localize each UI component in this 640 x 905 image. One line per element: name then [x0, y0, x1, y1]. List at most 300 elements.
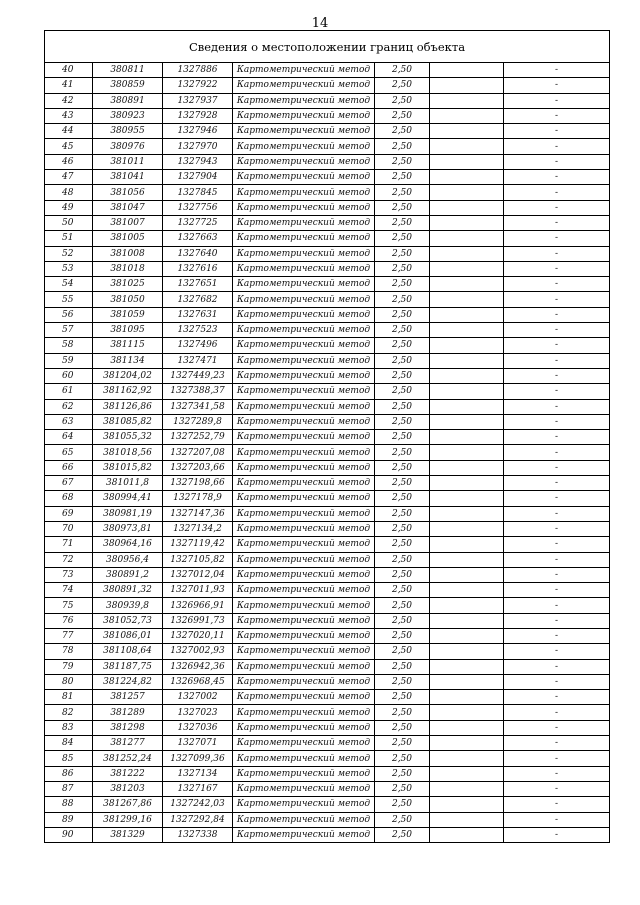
x-coordinate-cell: 381203: [93, 781, 163, 796]
point-number-cell: 59: [45, 353, 93, 368]
method-cell: Картометрический метод: [233, 751, 375, 766]
description-cell: [430, 139, 504, 154]
point-number-cell: 78: [45, 644, 93, 659]
y-coordinate-cell: 1326942,36: [163, 659, 233, 674]
point-number-cell: 54: [45, 277, 93, 292]
y-coordinate-cell: 1327338: [163, 827, 233, 842]
point-number-cell: 76: [45, 613, 93, 628]
accuracy-cell: 2,50: [375, 491, 430, 506]
remark-cell: -: [504, 246, 610, 261]
table-row: [45, 613, 610, 628]
description-cell: [430, 598, 504, 613]
description-cell: [430, 705, 504, 720]
table-row: [45, 674, 610, 689]
remark-cell: -: [504, 124, 610, 139]
accuracy-cell: 2,50: [375, 476, 430, 491]
x-coordinate-cell: 381187,75: [93, 659, 163, 674]
remark-cell: -: [504, 628, 610, 643]
table-row: [45, 338, 610, 353]
method-cell: Картометрический метод: [233, 215, 375, 230]
method-cell: Картометрический метод: [233, 93, 375, 108]
table-title-row: [45, 31, 610, 63]
method-cell: Картометрический метод: [233, 644, 375, 659]
y-coordinate-cell: 1327682: [163, 292, 233, 307]
remark-cell: -: [504, 399, 610, 414]
method-cell: Картометрический метод: [233, 736, 375, 751]
y-coordinate-cell: 1327904: [163, 170, 233, 185]
method-cell: Картометрический метод: [233, 766, 375, 781]
table-row: [45, 812, 610, 827]
description-cell: [430, 812, 504, 827]
description-cell: [430, 567, 504, 582]
description-cell: [430, 307, 504, 322]
remark-cell: -: [504, 613, 610, 628]
remark-cell: -: [504, 277, 610, 292]
accuracy-cell: 2,50: [375, 338, 430, 353]
x-coordinate-cell: 381224,82: [93, 674, 163, 689]
accuracy-cell: 2,50: [375, 659, 430, 674]
point-number-cell: 77: [45, 628, 93, 643]
point-number-cell: 48: [45, 185, 93, 200]
table-row: [45, 690, 610, 705]
accuracy-cell: 2,50: [375, 705, 430, 720]
description-cell: [430, 384, 504, 399]
point-number-cell: 52: [45, 246, 93, 261]
method-cell: Картометрический метод: [233, 384, 375, 399]
x-coordinate-cell: 380973,81: [93, 521, 163, 536]
table-row: [45, 215, 610, 230]
description-cell: [430, 338, 504, 353]
accuracy-cell: 2,50: [375, 368, 430, 383]
remark-cell: -: [504, 307, 610, 322]
y-coordinate-cell: 1327946: [163, 124, 233, 139]
table-row: [45, 414, 610, 429]
x-coordinate-cell: 381134: [93, 353, 163, 368]
x-coordinate-cell: 380891,2: [93, 567, 163, 582]
y-coordinate-cell: 1327725: [163, 215, 233, 230]
remark-cell: -: [504, 827, 610, 842]
table-row: [45, 368, 610, 383]
accuracy-cell: 2,50: [375, 598, 430, 613]
description-cell: [430, 430, 504, 445]
remark-cell: -: [504, 353, 610, 368]
method-cell: Картометрический метод: [233, 460, 375, 475]
x-coordinate-cell: 380981,19: [93, 506, 163, 521]
method-cell: Картометрический метод: [233, 797, 375, 812]
point-number-cell: 85: [45, 751, 93, 766]
table-row: [45, 384, 610, 399]
y-coordinate-cell: 1327663: [163, 231, 233, 246]
description-cell: [430, 521, 504, 536]
table-row: [45, 108, 610, 123]
table-row: [45, 644, 610, 659]
remark-cell: -: [504, 185, 610, 200]
y-coordinate-cell: 1327471: [163, 353, 233, 368]
x-coordinate-cell: 380956,4: [93, 552, 163, 567]
table-row: [45, 124, 610, 139]
description-cell: [430, 644, 504, 659]
method-cell: Картометрический метод: [233, 506, 375, 521]
accuracy-cell: 2,50: [375, 170, 430, 185]
y-coordinate-cell: 1327099,36: [163, 751, 233, 766]
method-cell: Картометрический метод: [233, 720, 375, 735]
accuracy-cell: 2,50: [375, 628, 430, 643]
description-cell: [430, 154, 504, 169]
remark-cell: -: [504, 720, 610, 735]
x-coordinate-cell: 381055,32: [93, 430, 163, 445]
table-row: [45, 521, 610, 536]
accuracy-cell: 2,50: [375, 307, 430, 322]
point-number-cell: 53: [45, 261, 93, 276]
y-coordinate-cell: 1326991,73: [163, 613, 233, 628]
table-row: [45, 154, 610, 169]
accuracy-cell: 2,50: [375, 521, 430, 536]
remark-cell: -: [504, 384, 610, 399]
table-row: [45, 736, 610, 751]
table-row: [45, 628, 610, 643]
method-cell: Картометрический метод: [233, 292, 375, 307]
accuracy-cell: 2,50: [375, 751, 430, 766]
table-row: [45, 323, 610, 338]
description-cell: [430, 827, 504, 842]
method-cell: Картометрический метод: [233, 108, 375, 123]
method-cell: Картометрический метод: [233, 368, 375, 383]
table-row: [45, 277, 610, 292]
remark-cell: -: [504, 78, 610, 93]
description-cell: [430, 399, 504, 414]
table-row: [45, 170, 610, 185]
x-coordinate-cell: 381085,82: [93, 414, 163, 429]
method-cell: Картометрический метод: [233, 445, 375, 460]
x-coordinate-cell: 381252,24: [93, 751, 163, 766]
accuracy-cell: 2,50: [375, 674, 430, 689]
accuracy-cell: 2,50: [375, 399, 430, 414]
remark-cell: -: [504, 414, 610, 429]
method-cell: Картометрический метод: [233, 674, 375, 689]
table-row: [45, 705, 610, 720]
table-row: [45, 445, 610, 460]
method-cell: Картометрический метод: [233, 659, 375, 674]
x-coordinate-cell: 381052,73: [93, 613, 163, 628]
table-row: [45, 246, 610, 261]
method-cell: Картометрический метод: [233, 827, 375, 842]
point-number-cell: 88: [45, 797, 93, 812]
x-coordinate-cell: 381289: [93, 705, 163, 720]
point-number-cell: 81: [45, 690, 93, 705]
point-number-cell: 43: [45, 108, 93, 123]
y-coordinate-cell: 1327134: [163, 766, 233, 781]
description-cell: [430, 720, 504, 735]
point-number-cell: 58: [45, 338, 93, 353]
y-coordinate-cell: 1327449,23: [163, 368, 233, 383]
x-coordinate-cell: 381018: [93, 261, 163, 276]
point-number-cell: 55: [45, 292, 93, 307]
x-coordinate-cell: 380994,41: [93, 491, 163, 506]
page-number: 14: [311, 16, 329, 31]
y-coordinate-cell: 1327023: [163, 705, 233, 720]
accuracy-cell: 2,50: [375, 108, 430, 123]
table-row: [45, 598, 610, 613]
remark-cell: -: [504, 460, 610, 475]
table-row: [45, 720, 610, 735]
remark-cell: -: [504, 338, 610, 353]
x-coordinate-cell: 381025: [93, 277, 163, 292]
description-cell: [430, 797, 504, 812]
x-coordinate-cell: 381011,8: [93, 476, 163, 491]
point-number-cell: 90: [45, 827, 93, 842]
method-cell: Картометрический метод: [233, 705, 375, 720]
method-cell: Картометрический метод: [233, 781, 375, 796]
remark-cell: -: [504, 736, 610, 751]
point-number-cell: 68: [45, 491, 93, 506]
method-cell: Картометрический метод: [233, 812, 375, 827]
method-cell: Картометрический метод: [233, 414, 375, 429]
remark-cell: -: [504, 93, 610, 108]
x-coordinate-cell: 381329: [93, 827, 163, 842]
accuracy-cell: 2,50: [375, 720, 430, 735]
table-row: [45, 797, 610, 812]
accuracy-cell: 2,50: [375, 246, 430, 261]
description-cell: [430, 628, 504, 643]
x-coordinate-cell: 380964,16: [93, 537, 163, 552]
method-cell: Картометрический метод: [233, 613, 375, 628]
description-cell: [430, 353, 504, 368]
table-row: [45, 200, 610, 215]
y-coordinate-cell: 1327845: [163, 185, 233, 200]
table-row: [45, 781, 610, 796]
x-coordinate-cell: 381257: [93, 690, 163, 705]
method-cell: Картометрический метод: [233, 491, 375, 506]
description-cell: [430, 78, 504, 93]
table-row: [45, 261, 610, 276]
remark-cell: -: [504, 552, 610, 567]
method-cell: Картометрический метод: [233, 246, 375, 261]
point-number-cell: 49: [45, 200, 93, 215]
table-row: [45, 78, 610, 93]
table-row: [45, 353, 610, 368]
x-coordinate-cell: 381162,92: [93, 384, 163, 399]
point-number-cell: 62: [45, 399, 93, 414]
method-cell: Картометрический метод: [233, 261, 375, 276]
y-coordinate-cell: 1327943: [163, 154, 233, 169]
y-coordinate-cell: 1327178,9: [163, 491, 233, 506]
description-cell: [430, 124, 504, 139]
x-coordinate-cell: 381007: [93, 215, 163, 230]
x-coordinate-cell: 381086,01: [93, 628, 163, 643]
accuracy-cell: 2,50: [375, 460, 430, 475]
point-number-cell: 42: [45, 93, 93, 108]
method-cell: Картометрический метод: [233, 231, 375, 246]
remark-cell: -: [504, 154, 610, 169]
description-cell: [430, 185, 504, 200]
point-number-cell: 61: [45, 384, 93, 399]
description-cell: [430, 460, 504, 475]
y-coordinate-cell: 1327147,36: [163, 506, 233, 521]
x-coordinate-cell: 381115: [93, 338, 163, 353]
point-number-cell: 71: [45, 537, 93, 552]
y-coordinate-cell: 1327756: [163, 200, 233, 215]
x-coordinate-cell: 380923: [93, 108, 163, 123]
remark-cell: -: [504, 705, 610, 720]
method-cell: Картометрический метод: [233, 521, 375, 536]
y-coordinate-cell: 1327071: [163, 736, 233, 751]
x-coordinate-cell: 380811: [93, 63, 163, 78]
y-coordinate-cell: 1327886: [163, 63, 233, 78]
accuracy-cell: 2,50: [375, 552, 430, 567]
y-coordinate-cell: 1327036: [163, 720, 233, 735]
method-cell: Картометрический метод: [233, 200, 375, 215]
point-number-cell: 67: [45, 476, 93, 491]
point-number-cell: 65: [45, 445, 93, 460]
accuracy-cell: 2,50: [375, 445, 430, 460]
accuracy-cell: 2,50: [375, 430, 430, 445]
description-cell: [430, 108, 504, 123]
y-coordinate-cell: 1327252,79: [163, 430, 233, 445]
x-coordinate-cell: 381041: [93, 170, 163, 185]
y-coordinate-cell: 1327289,8: [163, 414, 233, 429]
accuracy-cell: 2,50: [375, 78, 430, 93]
remark-cell: -: [504, 231, 610, 246]
method-cell: Картометрический метод: [233, 338, 375, 353]
point-number-cell: 70: [45, 521, 93, 536]
x-coordinate-cell: 380955: [93, 124, 163, 139]
accuracy-cell: 2,50: [375, 797, 430, 812]
remark-cell: -: [504, 521, 610, 536]
accuracy-cell: 2,50: [375, 231, 430, 246]
accuracy-cell: 2,50: [375, 215, 430, 230]
point-number-cell: 56: [45, 307, 93, 322]
y-coordinate-cell: 1327119,42: [163, 537, 233, 552]
remark-cell: -: [504, 644, 610, 659]
method-cell: Картометрический метод: [233, 185, 375, 200]
table-row: [45, 583, 610, 598]
method-cell: Картометрический метод: [233, 124, 375, 139]
point-number-cell: 83: [45, 720, 93, 735]
method-cell: Картометрический метод: [233, 567, 375, 582]
remark-cell: -: [504, 139, 610, 154]
table-row: [45, 292, 610, 307]
accuracy-cell: 2,50: [375, 200, 430, 215]
method-cell: Картометрический метод: [233, 628, 375, 643]
table-row: [45, 552, 610, 567]
remark-cell: -: [504, 200, 610, 215]
y-coordinate-cell: 1326966,91: [163, 598, 233, 613]
remark-cell: -: [504, 674, 610, 689]
table-row: [45, 827, 610, 842]
y-coordinate-cell: 1327970: [163, 139, 233, 154]
point-number-cell: 47: [45, 170, 93, 185]
method-cell: Картометрический метод: [233, 139, 375, 154]
table-row: [45, 430, 610, 445]
description-cell: [430, 659, 504, 674]
description-cell: [430, 414, 504, 429]
point-number-cell: 60: [45, 368, 93, 383]
remark-cell: -: [504, 108, 610, 123]
description-cell: [430, 445, 504, 460]
y-coordinate-cell: 1326968,45: [163, 674, 233, 689]
accuracy-cell: 2,50: [375, 567, 430, 582]
point-number-cell: 89: [45, 812, 93, 827]
point-number-cell: 84: [45, 736, 93, 751]
remark-cell: -: [504, 598, 610, 613]
method-cell: Картометрический метод: [233, 307, 375, 322]
method-cell: Картометрический метод: [233, 353, 375, 368]
point-number-cell: 57: [45, 323, 93, 338]
y-coordinate-cell: 1327616: [163, 261, 233, 276]
description-cell: [430, 537, 504, 552]
y-coordinate-cell: 1327167: [163, 781, 233, 796]
x-coordinate-cell: 381015,82: [93, 460, 163, 475]
description-cell: [430, 246, 504, 261]
remark-cell: -: [504, 323, 610, 338]
method-cell: Картометрический метод: [233, 170, 375, 185]
table-row: [45, 231, 610, 246]
remark-cell: -: [504, 583, 610, 598]
x-coordinate-cell: 381267,86: [93, 797, 163, 812]
accuracy-cell: 2,50: [375, 277, 430, 292]
remark-cell: -: [504, 491, 610, 506]
accuracy-cell: 2,50: [375, 384, 430, 399]
description-cell: [430, 583, 504, 598]
description-cell: [430, 506, 504, 521]
method-cell: Картометрический метод: [233, 690, 375, 705]
x-coordinate-cell: 381108,64: [93, 644, 163, 659]
description-cell: [430, 63, 504, 78]
x-coordinate-cell: 381277: [93, 736, 163, 751]
point-number-cell: 41: [45, 78, 93, 93]
accuracy-cell: 2,50: [375, 644, 430, 659]
method-cell: Картометрический метод: [233, 78, 375, 93]
point-number-cell: 45: [45, 139, 93, 154]
accuracy-cell: 2,50: [375, 292, 430, 307]
accuracy-cell: 2,50: [375, 690, 430, 705]
y-coordinate-cell: 1327640: [163, 246, 233, 261]
x-coordinate-cell: 381008: [93, 246, 163, 261]
x-coordinate-cell: 380891,32: [93, 583, 163, 598]
y-coordinate-cell: 1327012,04: [163, 567, 233, 582]
accuracy-cell: 2,50: [375, 323, 430, 338]
description-cell: [430, 491, 504, 506]
x-coordinate-cell: 380976: [93, 139, 163, 154]
accuracy-cell: 2,50: [375, 506, 430, 521]
y-coordinate-cell: 1327496: [163, 338, 233, 353]
description-cell: [430, 170, 504, 185]
method-cell: Картометрический метод: [233, 476, 375, 491]
y-coordinate-cell: 1327523: [163, 323, 233, 338]
point-number-cell: 40: [45, 63, 93, 78]
description-cell: [430, 476, 504, 491]
y-coordinate-cell: 1327631: [163, 307, 233, 322]
y-coordinate-cell: 1327937: [163, 93, 233, 108]
accuracy-cell: 2,50: [375, 583, 430, 598]
accuracy-cell: 2,50: [375, 93, 430, 108]
y-coordinate-cell: 1327198,66: [163, 476, 233, 491]
y-coordinate-cell: 1327292,84: [163, 812, 233, 827]
description-cell: [430, 200, 504, 215]
remark-cell: -: [504, 445, 610, 460]
point-number-cell: 73: [45, 567, 93, 582]
remark-cell: -: [504, 215, 610, 230]
table-row: [45, 63, 610, 78]
accuracy-cell: 2,50: [375, 613, 430, 628]
accuracy-cell: 2,50: [375, 781, 430, 796]
method-cell: Картометрический метод: [233, 598, 375, 613]
method-cell: Картометрический метод: [233, 63, 375, 78]
accuracy-cell: 2,50: [375, 63, 430, 78]
point-number-cell: 44: [45, 124, 93, 139]
table-row: [45, 185, 610, 200]
accuracy-cell: 2,50: [375, 124, 430, 139]
